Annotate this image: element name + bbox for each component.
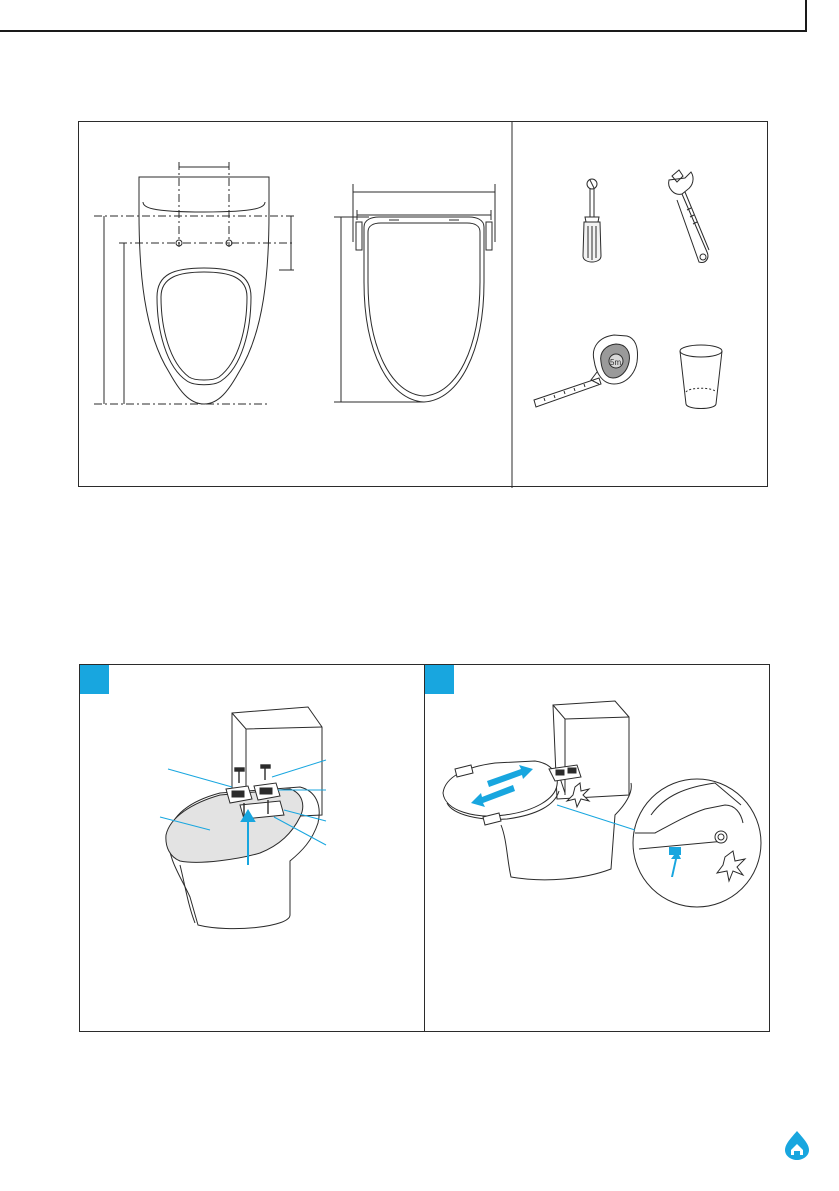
svg-text:5m: 5m	[610, 358, 622, 367]
page-corner-mark	[805, 0, 807, 32]
cup-icon	[680, 345, 722, 409]
mounting-plate-install-icon	[80, 665, 426, 1033]
seat-dimension-drawing-icon	[79, 122, 769, 488]
adjustable-wrench-icon	[669, 170, 709, 262]
water-drop-logo-icon	[780, 1128, 814, 1162]
screwdriver-icon	[583, 179, 601, 262]
step-2-badge	[425, 665, 454, 694]
dimensions-tools-panel	[78, 121, 768, 487]
step-1-panel	[79, 664, 425, 1032]
tape-measure-icon	[534, 335, 638, 407]
seat-slide-on-icon	[425, 665, 771, 1033]
step-2-panel	[424, 664, 770, 1032]
page-top-rule	[0, 30, 807, 32]
step-1-badge	[80, 665, 109, 694]
